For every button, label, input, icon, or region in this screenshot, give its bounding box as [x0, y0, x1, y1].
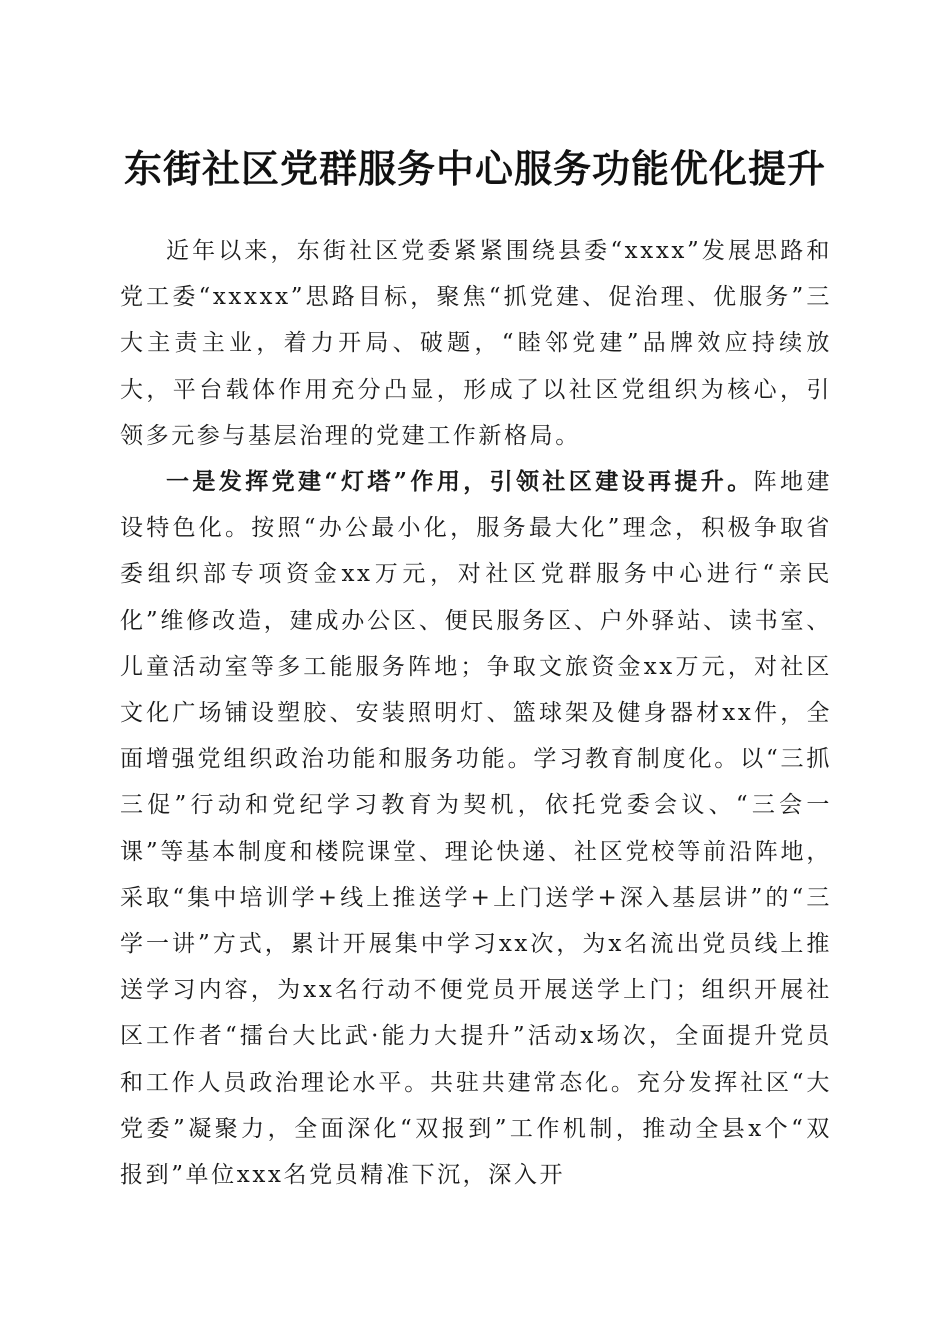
section-one-text: 阵地建设特色化。按照“办公最小化，服务最大化”理念，积极争取省委组织部专项资金xx万元，对社区党群服务中心进行“亲民化”维修改造，建成办公区、便民服务区、户外驿站、读书室、儿童活动室等多工能服务阵地；争取文旅资金xx万元，对社区文化广场铺设塑胶、安装照明灯、篮球架及健身器材xx件，全面增强党组织政治功能和服务功能。学习教育制度化。以“三抓三促”行动和党纪学习教育为契机，依托党委会议、“三会一课”等基本制度和楼院课堂、理论快递、社区党校等前沿阵地，采取“集中培训学+线上推送学+上门送学+深入基层讲”的“三学一讲”方式，累计开展集中学习xx次，为x名流出党员线上推送学习内容，为xx名行动不便党员开展送学上门；组织开展社区工作者“擂台大比武·能力大提升”活动x场次，全面提升党员和工作人员政治理论水平。共驻共建常态化。充分发挥社区“大党委”凝聚力，全面深化“双报到”工作机制，推动全县x个“双报到”单位xxx名党员精准下沉，深入开: [120, 469, 832, 1189]
intro-paragraph: [120, 228, 832, 459]
document-title: 东街社区党群服务中心服务功能优化提升: [123, 146, 826, 191]
section-one-heading: 一是发挥党建“灯塔”作用，引领社区建设再提升。: [166, 468, 754, 496]
intro-text: 近年以来，东街社区党委紧紧围绕县委“xxxx”发展思路和党工委“xxxxx”思路目标，聚焦“抓党建、促治理、优服务”三大主责主业，着力开局、破题，“睦邻党建”品牌效应持续放大，平台载体作用充分凸显，形成了以社区党组织为核心，引领多元参与基层治理的党建工作新格局。: [120, 238, 832, 449]
section-one-paragraph: [120, 459, 832, 1198]
document-body: [120, 228, 832, 1198]
